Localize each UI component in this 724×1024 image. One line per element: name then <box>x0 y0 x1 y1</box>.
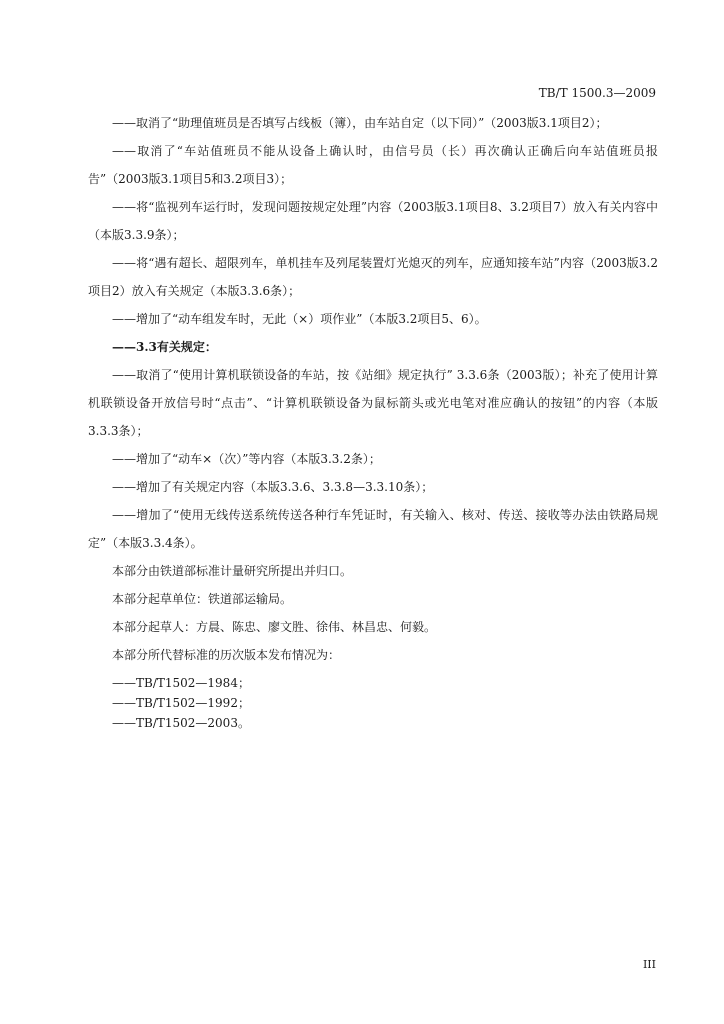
standard-number: TB/T 1500.3—2009 <box>538 86 656 100</box>
version-item: ——TB/T1502—1992； <box>112 696 250 710</box>
page-number: III <box>642 958 656 971</box>
section-item-3: ——增加了有关规定内容（本版3.3.6、3.3.8—3.3.10条）； <box>112 480 434 494</box>
info-drafters: 本部分起草人：方晨、陈忠、廖文胜、徐伟、林昌忠、何毅。 <box>112 620 437 634</box>
change-item-2: ——取消了“车站值班员不能从设备上确认时，由信号员（长）再次确认正确后向车站值班员报告”（2003版3.1项目5和3.2项目3）； <box>88 144 658 186</box>
document-body <box>88 109 658 733</box>
change-item-1: ——取消了“助理值班员是否填写占线板（簿），由车站自定（以下同）”（2003版3.1项目2）； <box>112 116 608 130</box>
version-item: ——TB/T1502—1984； <box>112 676 250 690</box>
section-heading: ——3.3有关规定： <box>112 340 217 354</box>
section-item-2: ——增加了“动车×（次）”等内容（本版3.3.2条）； <box>112 452 381 466</box>
section-item-1: ——取消了“使用计算机联锁设备的车站，按《站细》规定执行” 3.3.6条（2003版）；补充了使用计算机联锁设备开放信号时“点击”、“计算机联锁设备为鼠标箭头或光电笔对准应确认的按钮”的内容（本版3.3.3条）； <box>88 368 658 438</box>
section-item-4: ——增加了“使用无线传送系统传送各种行车凭证时，有关输入、核对、传送、接收等办法由铁路局规定”（本版3.3.4条）。 <box>88 508 658 550</box>
info-versions-intro: 本部分所代替标准的历次版本发布情况为： <box>112 648 341 662</box>
version-list <box>88 673 658 733</box>
info-drafting-unit: 本部分起草单位：铁道部运输局。 <box>112 592 293 606</box>
change-item-3: ——将“监视列车运行时，发现问题按规定处理”内容（2003版3.1项目8、3.2项目7）放入有关内容中（本版3.3.9条）； <box>88 200 658 242</box>
change-item-4: ——将“遇有超长、超限列车，单机挂车及列尾装置灯光熄灭的列车，应通知接车站”内容（2003版3.2项目2）放入有关规定（本版3.3.6条）； <box>88 256 658 298</box>
change-item-5: ——增加了“动车组发车时，无此（×）项作业”（本版3.2项目5、6）。 <box>112 312 487 326</box>
info-proposer: 本部分由铁道部标准计量研究所提出并归口。 <box>112 564 353 578</box>
version-item: ——TB/T1502—2003。 <box>112 716 250 730</box>
